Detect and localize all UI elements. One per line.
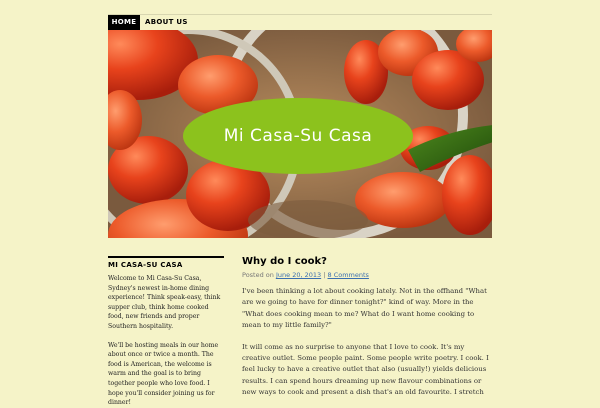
site-title-badge[interactable] bbox=[183, 98, 413, 174]
post bbox=[242, 256, 494, 399]
nav-home[interactable]: HOME bbox=[108, 15, 140, 30]
post-meta bbox=[242, 271, 494, 279]
nav-about-us[interactable]: ABOUT US bbox=[145, 18, 188, 26]
header-image bbox=[108, 30, 492, 238]
sidebar-welcome-text: Welcome to Mi Casa-Su Casa, Sydney's newest in-home dining experience! Think speak-easy, think supper club, think home cooked food, new friends and proper Southern hospitality. bbox=[108, 275, 221, 330]
post-paragraph: It will come as no surprise to anyone that I love to cook. It's my creative outlet. Some people paint. Some people write poetry. I cook. I feel lucky to have a creative outlet that also (usually!) yields delicious results. I can spend hours dreaming up new flavour combinations or new ways to cook and present a dish that's an old favourite. I stretch bbox=[242, 342, 489, 397]
post-paragraph: I've been thinking a lot about cooking lately. Not in the offhand "What are we going to have for dinner tonight?" kind of way. More in the "What does cooking mean to me? What do I want home cooking to mean to my little family?" bbox=[242, 287, 487, 330]
post-content bbox=[242, 286, 494, 399]
meta-separator: | bbox=[323, 271, 326, 279]
post-date-link[interactable]: June 20, 2013 bbox=[275, 271, 322, 279]
comments-link[interactable]: 8 Comments bbox=[327, 271, 369, 279]
site-title[interactable]: Mi Casa-Su Casa bbox=[223, 126, 373, 146]
sidebar-rule bbox=[108, 256, 224, 258]
post-title[interactable]: Why do I cook? bbox=[242, 256, 327, 267]
posted-on-label: Posted on bbox=[242, 271, 274, 279]
sidebar bbox=[108, 256, 224, 408]
main-nav bbox=[108, 15, 492, 30]
sidebar-hosting-text: We'll be hosting meals in our home about once or twice a month. The food is American, the welcome is warm and the goal is to bring together people who love food. I hope you'll consider joining us for dinner! bbox=[108, 341, 219, 407]
sidebar-title: MI CASA-SU CASA bbox=[108, 261, 183, 269]
